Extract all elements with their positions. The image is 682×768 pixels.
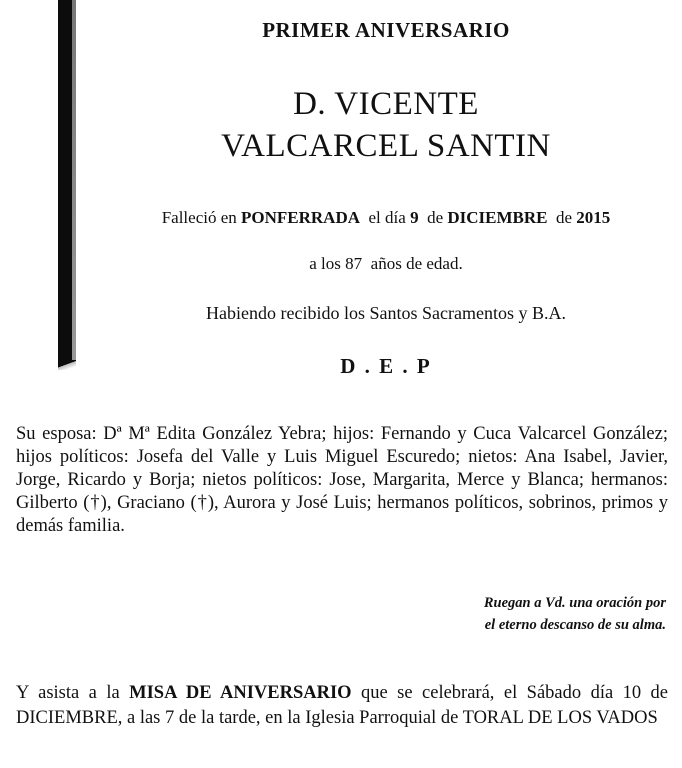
- death-year-prefix: de: [555, 208, 573, 227]
- age-prefix: a los: [309, 254, 341, 273]
- death-place: PONFERRADA: [241, 208, 361, 227]
- death-line: [90, 208, 682, 228]
- mass-details: que se celebrará, el Sábado día 10 de DICIEMBRE, a las 7 de la tarde, en la Iglesia Parroquial de TORAL DE LOS VADOS: [16, 683, 669, 728]
- mourning-bar-shadow: [72, 0, 76, 364]
- mourning-bar-foot: [58, 360, 76, 370]
- death-day-prefix: el día: [368, 208, 406, 227]
- sacraments-line: Habiendo recibido los Santos Sacramentos y B.A.: [206, 303, 566, 323]
- mass-prefix: Y asista a la: [16, 683, 120, 703]
- prayer-line-1: Ruegan a Vd. una oración por: [483, 595, 666, 611]
- prayer-request: [366, 592, 666, 636]
- mass-paragraph: [16, 681, 668, 731]
- anniversary-heading: PRIMER ANIVERSARIO: [262, 18, 510, 42]
- family-paragraph: Su esposa: Dª Mª Edita González Yebra; hijos: Fernando y Cuca Valcarcel González; hijos políticos: Josefa del Valle y Luis Miguel Escuredo; nietos: Ana Isabel, Javier, Jorge, Ricardo y Borja; nietos políticos: Jose, Margarita, Merce y Blanca; hermanos: Gilberto (†), Graciano (†), Aurora y José Luis; hermanos políticos, sobrinos, primos y demás familia.: [16, 424, 668, 536]
- dep-line: D . E . P: [340, 354, 432, 378]
- mourning-bar: [58, 0, 72, 360]
- death-year: 2015: [576, 208, 611, 227]
- death-prefix: Falleció en: [161, 208, 237, 227]
- prayer-line-2: el eterno descanso de su alma.: [484, 617, 666, 633]
- age-suffix: años de edad.: [370, 254, 463, 273]
- death-month: DICIEMBRE: [447, 208, 548, 227]
- age-line: [90, 254, 682, 274]
- age-value: 87: [345, 254, 363, 273]
- death-day: 9: [410, 208, 419, 227]
- death-month-prefix: de: [427, 208, 444, 227]
- deceased-name-line2: VALCARCEL SANTIN: [221, 128, 551, 164]
- deceased-name-line1: D. VICENTE: [293, 86, 479, 122]
- mass-event: MISA DE ANIVERSARIO: [129, 683, 352, 703]
